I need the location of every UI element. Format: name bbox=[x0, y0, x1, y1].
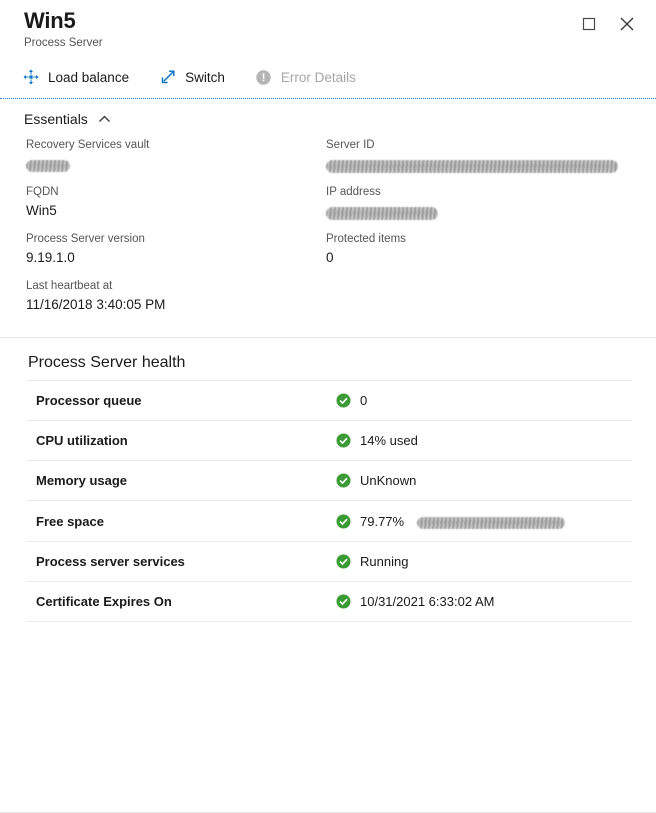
switch-icon bbox=[159, 68, 177, 86]
status-ok-icon bbox=[336, 433, 351, 448]
status-ok-icon bbox=[336, 473, 351, 488]
error-details-button bbox=[253, 62, 358, 92]
field-server-id bbox=[326, 137, 632, 174]
load-balance-label: Load balance bbox=[48, 69, 130, 85]
process-server-health-section bbox=[0, 338, 656, 812]
field-value: 0 bbox=[326, 250, 334, 265]
field-fqdn bbox=[26, 184, 326, 221]
essentials-header[interactable] bbox=[0, 99, 656, 137]
essentials-left-column bbox=[26, 137, 326, 325]
health-title: Process Server health bbox=[28, 354, 186, 371]
health-row-name: Certificate Expires On bbox=[36, 594, 172, 609]
health-row-name: Processor queue bbox=[36, 393, 142, 408]
title-bar bbox=[0, 0, 656, 56]
essentials-label: Essentials bbox=[24, 111, 88, 127]
switch-button[interactable] bbox=[157, 62, 227, 92]
status-ok-icon bbox=[336, 514, 351, 529]
redacted-value bbox=[326, 207, 438, 220]
field-last-heartbeat-at bbox=[26, 278, 326, 315]
table-row bbox=[26, 461, 632, 501]
page-subtitle: Process Server bbox=[24, 37, 103, 49]
health-row-name: Free space bbox=[36, 513, 104, 529]
field-label: Process Server version bbox=[26, 233, 145, 245]
health-row-value: 79.77% bbox=[360, 513, 405, 529]
command-bar bbox=[0, 56, 656, 98]
field-value bbox=[326, 154, 632, 174]
load-balance-button[interactable] bbox=[20, 62, 131, 92]
field-value: 9.19.1.0 bbox=[26, 250, 75, 265]
health-row-value-cell bbox=[336, 381, 632, 421]
health-row-value: 14% used bbox=[360, 433, 418, 448]
status-ok-icon bbox=[336, 554, 351, 569]
field-recovery-services-vault bbox=[26, 137, 326, 174]
field-value: 11/16/2018 3:40:05 PM bbox=[26, 297, 166, 312]
field-label: Server ID bbox=[326, 139, 375, 151]
health-row-value-cell bbox=[336, 501, 632, 542]
redacted-value bbox=[26, 160, 70, 172]
status-ok-icon bbox=[336, 393, 351, 408]
field-label: Protected items bbox=[326, 233, 406, 245]
field-ip-address bbox=[326, 184, 632, 221]
status-ok-icon bbox=[336, 594, 351, 609]
table-row bbox=[26, 542, 632, 582]
essentials-body bbox=[0, 137, 656, 337]
health-row-value-cell bbox=[336, 461, 632, 501]
error-info-icon bbox=[255, 68, 273, 86]
health-row-value-cell bbox=[336, 421, 632, 461]
close-icon[interactable] bbox=[610, 10, 644, 38]
switch-label: Switch bbox=[185, 69, 225, 85]
field-label: Recovery Services vault bbox=[26, 139, 150, 151]
field-label: FQDN bbox=[26, 186, 59, 198]
health-row-value-cell bbox=[336, 542, 632, 582]
field-value bbox=[26, 154, 326, 174]
health-row-value: UnKnown bbox=[360, 473, 417, 488]
health-table bbox=[26, 380, 632, 622]
health-row-value: Running bbox=[360, 554, 409, 569]
health-row-value: 10/31/2021 6:33:02 AM bbox=[360, 594, 495, 609]
maximize-icon[interactable] bbox=[572, 10, 606, 38]
field-value: Win5 bbox=[26, 203, 57, 218]
load-balance-icon bbox=[22, 68, 40, 86]
table-row bbox=[26, 381, 632, 421]
redacted-value bbox=[417, 517, 565, 529]
health-row-name: CPU utilization bbox=[36, 433, 128, 448]
title-block bbox=[24, 8, 103, 50]
error-details-label: Error Details bbox=[280, 69, 356, 85]
health-row-value-cell bbox=[336, 582, 632, 622]
table-row bbox=[26, 582, 632, 622]
field-process-server-version bbox=[26, 231, 326, 268]
table-row bbox=[26, 501, 632, 542]
field-label: Last heartbeat at bbox=[26, 280, 113, 292]
health-row-name: Process server services bbox=[36, 554, 185, 569]
table-row bbox=[26, 421, 632, 461]
chevron-up-icon[interactable] bbox=[98, 113, 111, 126]
field-protected-items bbox=[326, 231, 632, 268]
page-title: Win5 bbox=[24, 8, 76, 33]
essentials-right-column bbox=[326, 137, 632, 325]
window-controls bbox=[572, 10, 644, 38]
redacted-value bbox=[326, 160, 618, 173]
health-row-value: 0 bbox=[360, 393, 368, 408]
field-value bbox=[326, 201, 632, 221]
field-label: IP address bbox=[326, 186, 381, 198]
health-row-name: Memory usage bbox=[36, 473, 128, 488]
